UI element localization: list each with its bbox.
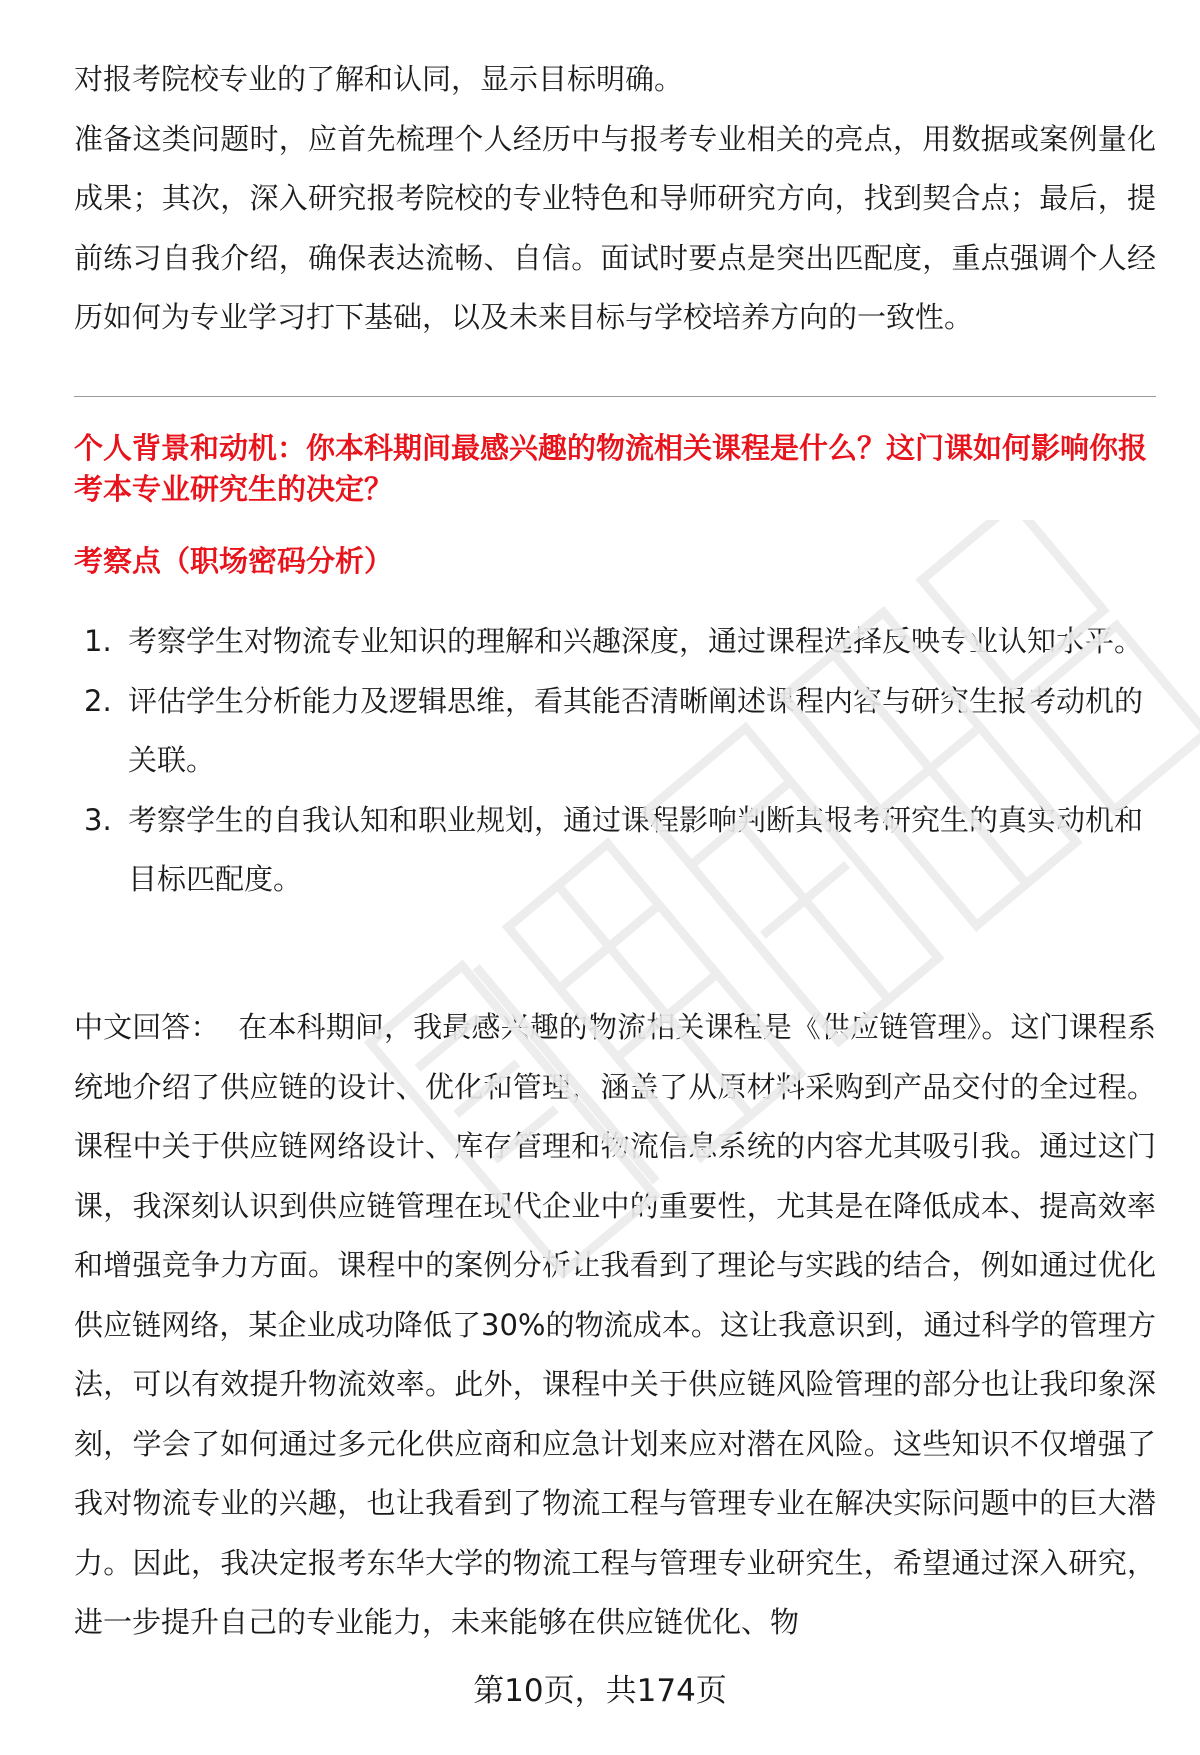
- intro-paragraph-1: 对报考院校专业的了解和认同，显示目标明确。: [74, 62, 684, 96]
- list-item: [74, 612, 1156, 672]
- answer-label: 中文回答：: [74, 1010, 220, 1044]
- list-item-text: 考察学生对物流专业知识的理解和兴趣深度，通过课程选择反映专业认知水平。: [128, 624, 1144, 658]
- assessment-points-list: [74, 612, 1156, 910]
- list-item-number: 3.: [84, 802, 112, 837]
- assessment-heading: 考察点（职场密码分析）: [74, 544, 394, 578]
- intro-section: [74, 50, 1156, 348]
- page-footer: 第10页，共174页: [473, 1673, 727, 1709]
- list-item: [74, 672, 1156, 791]
- list-item: [74, 791, 1156, 910]
- list-item-number: 2.: [84, 683, 112, 718]
- answer-section: [74, 998, 1156, 1653]
- answer-text: 在本科期间，我最感兴趣的物流相关课程是《供应链管理》。这门课程系统地介绍了供应链的设计、优化和管理，涵盖了从原材料采购到产品交付的全过程。课程中关于供应链网络设计、库存管理和物流信息系统的内容尤其吸引我。通过这门课，我深刻认识到供应链管理在现代企业中的重要性，尤其是在降低成本、提高效率和增强竞争力方面。课程中的案例分析让我看到了理论与实践的结合，例如通过优化供应链网络，某企业成功降低了30%的物流成本。这让我意识到，通过科学的管理方法，可以有效提升物流效率。此外，课程中关于供应链风险管理的部分也让我印象深刻，学会了如何通过多元化供应商和应急计划来应对潜在风险。这些知识不仅增强了我对物流专业的兴趣，也让我看到了物流工程与管理专业在解决实际问题中的巨大潜力。因此，我决定报考东华大学的物流工程与管理专业研究生，希望通过深入研究，进一步提升自己的专业能力，未来能够在供应链优化、物: [74, 1010, 1156, 1639]
- list-item-number: 1.: [84, 624, 112, 658]
- intro-paragraph-2: 准备这类问题时，应首先梳理个人经历中与报考专业相关的亮点，用数据或案例量化成果；其次，深入研究报考院校的专业特色和导师研究方向，找到契合点；最后，提前练习自我介绍，确保表达流畅、自信。面试时要点是突出匹配度，重点强调个人经历如何为专业学习打下基础，以及未来目标与学校培养方向的一致性。: [74, 121, 1156, 334]
- section-divider: [74, 396, 1156, 397]
- list-item-text: 考察学生的自我认知和职业规划，通过课程影响判断其报考研究生的真实动机和目标匹配度。: [128, 802, 1144, 896]
- list-item-text: 评估学生分析能力及逻辑思维，看其能否清晰阐述课程内容与研究生报考动机的关联。: [128, 683, 1144, 777]
- answer-paragraph: [74, 998, 1156, 1653]
- interview-question: 个人背景和动机：你本科期间最感兴趣的物流相关课程是什么？这门课如何影响你报考本专业研究生的决定？: [74, 431, 1148, 506]
